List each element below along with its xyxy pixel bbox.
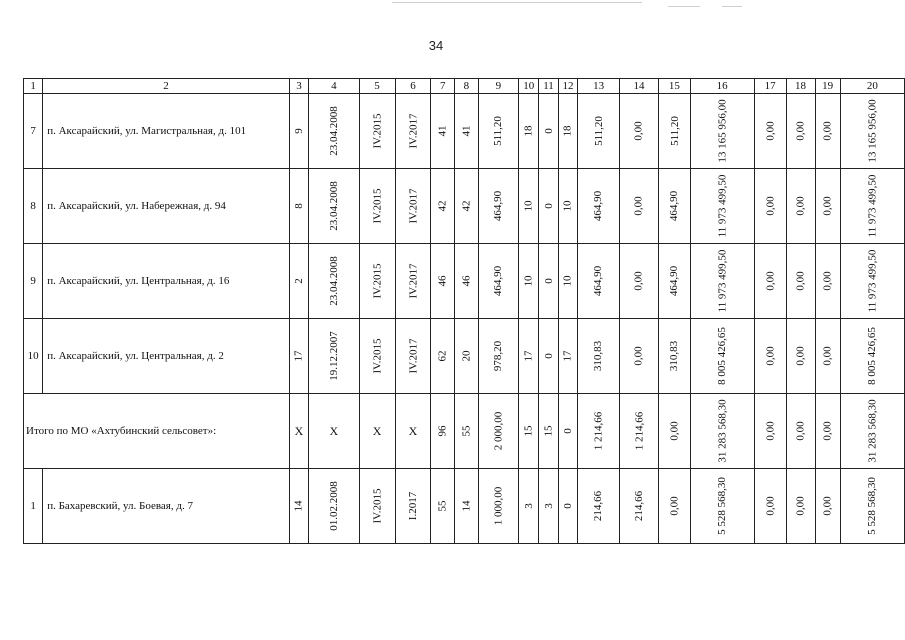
col-13: 464,90 [592, 190, 605, 222]
col-14: 0,00 [633, 196, 646, 216]
period-to: IV.2017 [406, 188, 419, 224]
column-header-8: 8 [455, 79, 479, 94]
col-19: 0,00 [821, 271, 834, 291]
amount-total: 8 005 426,65 [716, 327, 729, 385]
col-11-cell [539, 319, 558, 394]
floors-count: 8 [292, 203, 305, 209]
period-from-cell [359, 169, 395, 244]
amount-final: 8 005 426,65 [866, 327, 879, 385]
amount-final-cell [840, 244, 904, 319]
col-10-cell [519, 94, 539, 169]
col-12-cell [558, 169, 578, 244]
total-c9-cell [478, 394, 518, 469]
col-18-cell [786, 244, 815, 319]
total-c20: 31 283 568,30 [866, 399, 879, 463]
column-header-1: 1 [24, 79, 43, 94]
col-15-cell [659, 94, 690, 169]
total-c18-cell [786, 394, 815, 469]
column-header-7: 7 [431, 79, 455, 94]
total-c14: 1 214,66 [633, 411, 646, 451]
address-cell: п. Аксарайский, ул. Центральная, д. 16 [43, 244, 290, 319]
col-7: 55 [436, 500, 449, 512]
column-header-19: 19 [815, 79, 840, 94]
total-c15-cell [659, 394, 690, 469]
col-8: 20 [460, 350, 473, 362]
column-header-14: 14 [619, 79, 659, 94]
area-cell [478, 94, 518, 169]
col-7: 62 [436, 350, 449, 362]
period-from: IV.2015 [371, 113, 384, 149]
area: 978,20 [492, 340, 505, 372]
area: 464,90 [492, 190, 505, 222]
floors-count: 14 [292, 500, 305, 512]
inspection-date-cell [309, 469, 360, 544]
col-7-cell [431, 244, 455, 319]
address-cell: п. Бахаревский, ул. Боевая, д. 7 [43, 469, 290, 544]
col-11: 0 [542, 353, 555, 359]
col-15-cell [659, 319, 690, 394]
amount-final-cell [840, 319, 904, 394]
col-17-cell [754, 469, 786, 544]
col-11-cell [539, 169, 558, 244]
column-header-13: 13 [578, 79, 619, 94]
col-19-cell [815, 319, 840, 394]
amount-final: 5 528 568,30 [866, 477, 879, 535]
total-c6-cell: X [395, 394, 431, 469]
col-7: 42 [436, 200, 449, 212]
col-19-cell [815, 169, 840, 244]
col-15: 464,90 [668, 265, 681, 297]
row-number-cell: 9 [24, 244, 43, 319]
area: 1 000,00 [492, 486, 505, 526]
col-19-cell [815, 469, 840, 544]
col-8: 14 [460, 500, 473, 512]
amount-total: 11 973 499,50 [716, 174, 729, 238]
total-c14-cell [619, 394, 659, 469]
col-18-cell [786, 94, 815, 169]
inspection-date: 23.04.2008 [327, 106, 340, 156]
floors-count: 17 [292, 350, 305, 362]
inspection-date: 01.02.2008 [327, 481, 340, 531]
col-8: 42 [460, 200, 473, 212]
period-from-cell [359, 94, 395, 169]
period-from-cell [359, 319, 395, 394]
col-8-cell [455, 169, 479, 244]
period-from: IV.2015 [371, 338, 384, 374]
column-header-9: 9 [478, 79, 518, 94]
amount-total: 11 973 499,50 [716, 249, 729, 313]
total-c7-cell [431, 394, 455, 469]
total-c18: 0,00 [794, 421, 807, 441]
col-12: 10 [561, 200, 574, 212]
period-to: IV.2017 [406, 113, 419, 149]
period-from: IV.2015 [371, 488, 384, 524]
period-from: IV.2015 [371, 263, 384, 299]
col-10: 18 [522, 125, 535, 137]
col-18-cell [786, 169, 815, 244]
col-13: 464,90 [592, 265, 605, 297]
col-10: 17 [522, 350, 535, 362]
col-7-cell [431, 94, 455, 169]
total-c8-cell [455, 394, 479, 469]
period-to-cell [395, 469, 431, 544]
col-7-cell [431, 469, 455, 544]
col-8-cell [455, 469, 479, 544]
col-8: 46 [460, 275, 473, 287]
row-number-cell: 7 [24, 94, 43, 169]
col-12-cell [558, 244, 578, 319]
col-17-cell [754, 244, 786, 319]
col-15: 464,90 [668, 190, 681, 222]
col-10: 10 [522, 275, 535, 287]
col-17-cell [754, 319, 786, 394]
col-10-cell [519, 244, 539, 319]
address-cell: п. Аксарайский, ул. Набережная, д. 94 [43, 169, 290, 244]
col-13: 511,20 [592, 116, 605, 146]
col-11: 3 [542, 503, 555, 509]
col-8-cell [455, 244, 479, 319]
table-row [24, 244, 905, 319]
scan-artifact-line [392, 2, 642, 3]
area-cell [478, 169, 518, 244]
col-19: 0,00 [821, 196, 834, 216]
inspection-date-cell [309, 169, 360, 244]
col-8-cell [455, 94, 479, 169]
col-13: 214,66 [592, 490, 605, 522]
amount-final: 11 973 499,50 [866, 249, 879, 313]
total-c13: 1 214,66 [592, 411, 605, 451]
col-15: 0,00 [668, 496, 681, 516]
total-c13-cell [578, 394, 619, 469]
inspection-date: 19.12.2007 [327, 331, 340, 381]
col-11-cell [539, 94, 558, 169]
period-to-cell [395, 94, 431, 169]
area: 511,20 [492, 116, 505, 146]
period-to: IV.2017 [406, 263, 419, 299]
col-15: 310,83 [668, 340, 681, 372]
row-number-cell: 8 [24, 169, 43, 244]
total-c19: 0,00 [821, 421, 834, 441]
area-cell [478, 469, 518, 544]
area-cell [478, 244, 518, 319]
floors-count-cell [289, 319, 308, 394]
col-19: 0,00 [821, 121, 834, 141]
col-13-cell [578, 169, 619, 244]
col-7: 41 [436, 125, 449, 137]
col-12-cell [558, 94, 578, 169]
col-17-cell [754, 169, 786, 244]
col-14-cell [619, 169, 659, 244]
total-c20-cell [840, 394, 904, 469]
column-header-11: 11 [539, 79, 558, 94]
total-c7: 96 [436, 425, 449, 437]
col-8-cell [455, 319, 479, 394]
col-10: 10 [522, 200, 535, 212]
total-c8: 55 [460, 425, 473, 437]
period-to: I.2017 [406, 491, 419, 521]
floors-count-cell [289, 94, 308, 169]
col-14-cell [619, 469, 659, 544]
floors-count-cell [289, 169, 308, 244]
col-17: 0,00 [764, 121, 777, 141]
amount-final-cell [840, 169, 904, 244]
period-to-cell [395, 169, 431, 244]
amount-final-cell [840, 469, 904, 544]
inspection-date-cell [309, 244, 360, 319]
col-11: 0 [542, 278, 555, 284]
col-12: 0 [561, 503, 574, 509]
total-c10-cell [519, 394, 539, 469]
col-15-cell [659, 169, 690, 244]
floors-count-cell [289, 469, 308, 544]
page-number: 34 [428, 38, 444, 53]
col-18: 0,00 [794, 496, 807, 516]
col-18: 0,00 [794, 271, 807, 291]
row-number-cell: 1 [24, 469, 43, 544]
area: 464,90 [492, 265, 505, 297]
col-11-cell [539, 469, 558, 544]
col-18-cell [786, 469, 815, 544]
col-8: 41 [460, 125, 473, 137]
col-18-cell [786, 319, 815, 394]
floors-count: 2 [292, 278, 305, 284]
col-13-cell [578, 469, 619, 544]
col-13: 310,83 [592, 340, 605, 372]
total-row [24, 394, 905, 469]
amount-total-cell [690, 469, 754, 544]
col-12: 10 [561, 275, 574, 287]
amount-final-cell [840, 94, 904, 169]
total-c10: 15 [522, 425, 535, 437]
column-header-20: 20 [840, 79, 904, 94]
col-18: 0,00 [794, 346, 807, 366]
column-header-18: 18 [786, 79, 815, 94]
amount-total: 5 528 568,30 [716, 477, 729, 535]
col-14-cell [619, 94, 659, 169]
column-header-17: 17 [754, 79, 786, 94]
total-c12-cell [558, 394, 578, 469]
col-15-cell [659, 469, 690, 544]
housing-table [23, 78, 905, 544]
col-10: 3 [522, 503, 535, 509]
amount-total-cell [690, 244, 754, 319]
col-7-cell [431, 319, 455, 394]
inspection-date-cell [309, 94, 360, 169]
area-cell [478, 319, 518, 394]
column-header-15: 15 [659, 79, 690, 94]
col-7: 46 [436, 275, 449, 287]
inspection-date: 23.04.2008 [327, 256, 340, 306]
column-header-5: 5 [359, 79, 395, 94]
period-to-cell [395, 244, 431, 319]
col-17: 0,00 [764, 271, 777, 291]
col-17: 0,00 [764, 196, 777, 216]
column-number-row [24, 79, 905, 94]
col-13-cell [578, 244, 619, 319]
col-18: 0,00 [794, 121, 807, 141]
column-header-16: 16 [690, 79, 754, 94]
col-15: 511,20 [668, 116, 681, 146]
col-14: 0,00 [633, 271, 646, 291]
total-c16: 31 283 568,30 [716, 399, 729, 463]
col-14: 214,66 [633, 490, 646, 522]
col-11-cell [539, 244, 558, 319]
amount-total-cell [690, 94, 754, 169]
total-c4-cell: X [309, 394, 360, 469]
col-13-cell [578, 319, 619, 394]
period-to: IV.2017 [406, 338, 419, 374]
col-19-cell [815, 244, 840, 319]
col-19: 0,00 [821, 496, 834, 516]
col-12-cell [558, 319, 578, 394]
table-row [24, 319, 905, 394]
column-header-2: 2 [43, 79, 290, 94]
col-12-cell [558, 469, 578, 544]
address-cell: п. Аксарайский, ул. Центральная, д. 2 [43, 319, 290, 394]
period-to-cell [395, 319, 431, 394]
col-14: 0,00 [633, 121, 646, 141]
total-c9: 2 000,00 [492, 411, 505, 451]
column-header-4: 4 [309, 79, 360, 94]
total-c12: 0 [561, 428, 574, 434]
scan-artifact-line [668, 6, 700, 7]
col-7-cell [431, 169, 455, 244]
col-18: 0,00 [794, 196, 807, 216]
col-10-cell [519, 169, 539, 244]
col-13-cell [578, 94, 619, 169]
floors-count-cell [289, 244, 308, 319]
period-from: IV.2015 [371, 188, 384, 224]
col-10-cell [519, 469, 539, 544]
amount-final: 13 165 956,00 [866, 99, 879, 163]
col-12: 18 [561, 125, 574, 137]
total-c5-cell: X [359, 394, 395, 469]
col-15-cell [659, 244, 690, 319]
amount-total: 13 165 956,00 [716, 99, 729, 163]
column-header-12: 12 [558, 79, 578, 94]
col-19: 0,00 [821, 346, 834, 366]
col-17: 0,00 [764, 496, 777, 516]
address-cell: п. Аксарайский, ул. Магистральная, д. 101 [43, 94, 290, 169]
total-label: Итого по МО «Ахтубинский сельсовет»: [24, 394, 290, 469]
total-c3-cell: X [289, 394, 308, 469]
column-header-10: 10 [519, 79, 539, 94]
period-from-cell [359, 469, 395, 544]
inspection-date-cell [309, 319, 360, 394]
total-c17: 0,00 [764, 421, 777, 441]
total-c17-cell [754, 394, 786, 469]
row-number-cell: 10 [24, 319, 43, 394]
col-11: 0 [542, 203, 555, 209]
col-12: 17 [561, 350, 574, 362]
total-c11-cell [539, 394, 558, 469]
scan-artifact-line [722, 6, 742, 7]
inspection-date: 23.04.2008 [327, 181, 340, 231]
floors-count: 9 [292, 128, 305, 134]
total-c19-cell [815, 394, 840, 469]
col-17-cell [754, 94, 786, 169]
table-row [24, 94, 905, 169]
amount-total-cell [690, 169, 754, 244]
col-11: 0 [542, 128, 555, 134]
col-17: 0,00 [764, 346, 777, 366]
amount-final: 11 973 499,50 [866, 174, 879, 238]
col-19-cell [815, 94, 840, 169]
col-10-cell [519, 319, 539, 394]
period-from-cell [359, 244, 395, 319]
col-14-cell [619, 319, 659, 394]
table-row [24, 169, 905, 244]
column-header-3: 3 [289, 79, 308, 94]
table-row [24, 469, 905, 544]
total-c15: 0,00 [668, 421, 681, 441]
total-c11: 15 [542, 425, 555, 437]
col-14: 0,00 [633, 346, 646, 366]
amount-total-cell [690, 319, 754, 394]
total-c16-cell [690, 394, 754, 469]
column-header-6: 6 [395, 79, 431, 94]
col-14-cell [619, 244, 659, 319]
